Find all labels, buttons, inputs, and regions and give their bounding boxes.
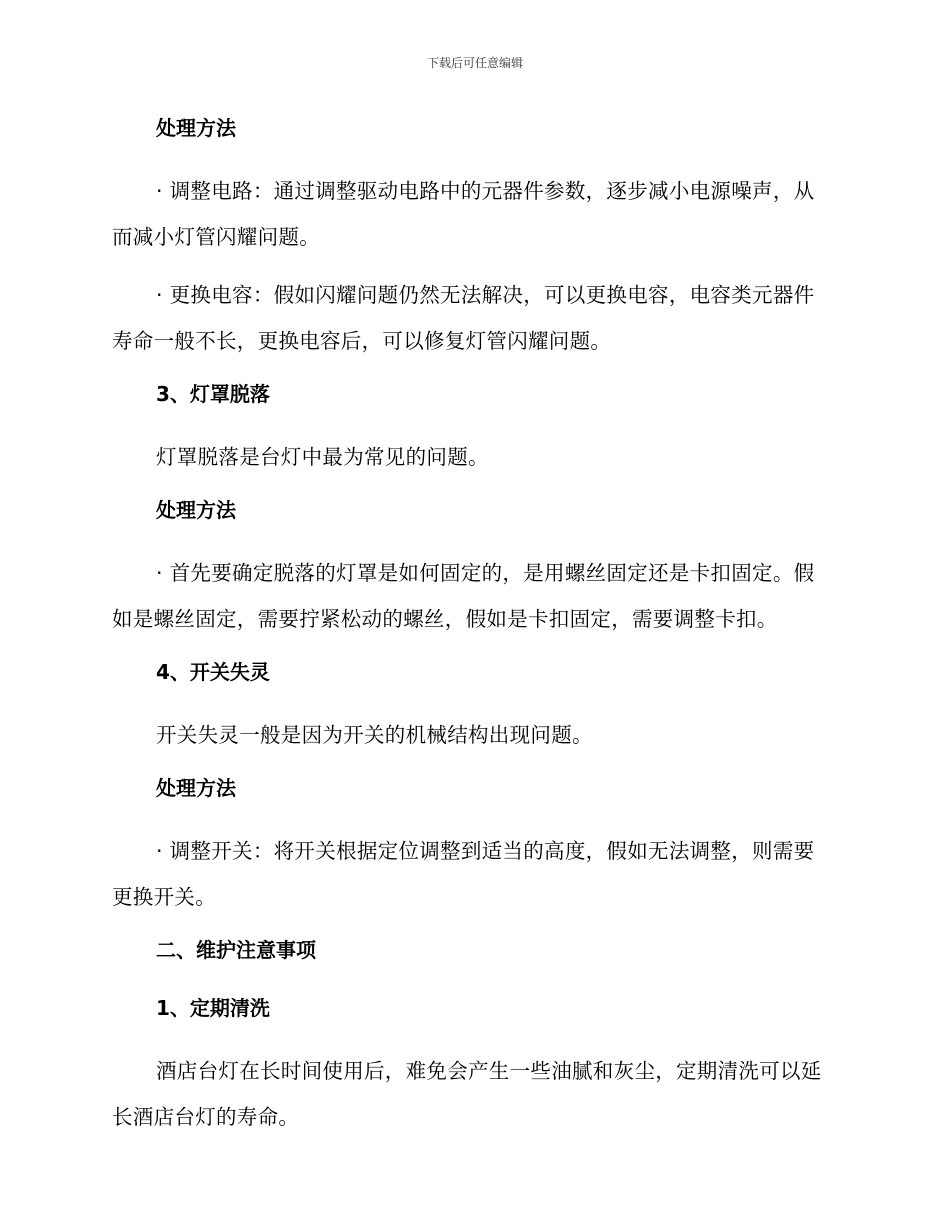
section-heading: 二、维护注意事项 bbox=[156, 938, 316, 962]
section-heading: 处理方法 bbox=[156, 498, 236, 522]
paragraph: 灯罩脱落是台灯中最为常见的问题。 bbox=[156, 445, 489, 469]
page-header: 下载后可任意编辑 bbox=[426, 56, 523, 70]
paragraph: 酒店台灯在长时间使用后，难免会产生一些油腻和灰尘，定期清洗可以延长酒店台灯的寿命。 bbox=[112, 1059, 822, 1129]
section-heading: 4、开关失灵 bbox=[156, 660, 270, 684]
paragraph: · 调整开关：将开关根据定位调整到适当的高度，假如无法调整，则需要更换开关。 bbox=[112, 839, 815, 909]
section-heading: 1、定期清洗 bbox=[156, 996, 270, 1020]
paragraph: · 更换电容：假如闪耀问题仍然无法解决，可以更换电容，电容类元器件寿命一般不长，更换电容后，可以修复灯管闪耀问题。 bbox=[112, 283, 815, 353]
section-heading: 3、灯罩脱落 bbox=[156, 382, 270, 406]
document-body bbox=[112, 110, 832, 1152]
paragraph: · 调整电路：通过调整驱动电路中的元器件参数，逐步减小电源噪声，从而减小灯管闪耀问题。 bbox=[112, 179, 815, 249]
section-heading: 处理方法 bbox=[156, 116, 236, 140]
section-heading: 处理方法 bbox=[156, 776, 236, 800]
paragraph: · 首先要确定脱落的灯罩是如何固定的，是用螺丝固定还是卡扣固定。假如是螺丝固定，需要拧紧松动的螺丝，假如是卡扣固定，需要调整卡扣。 bbox=[112, 561, 815, 631]
paragraph: 开关失灵一般是因为开关的机械结构出现问题。 bbox=[156, 723, 593, 747]
